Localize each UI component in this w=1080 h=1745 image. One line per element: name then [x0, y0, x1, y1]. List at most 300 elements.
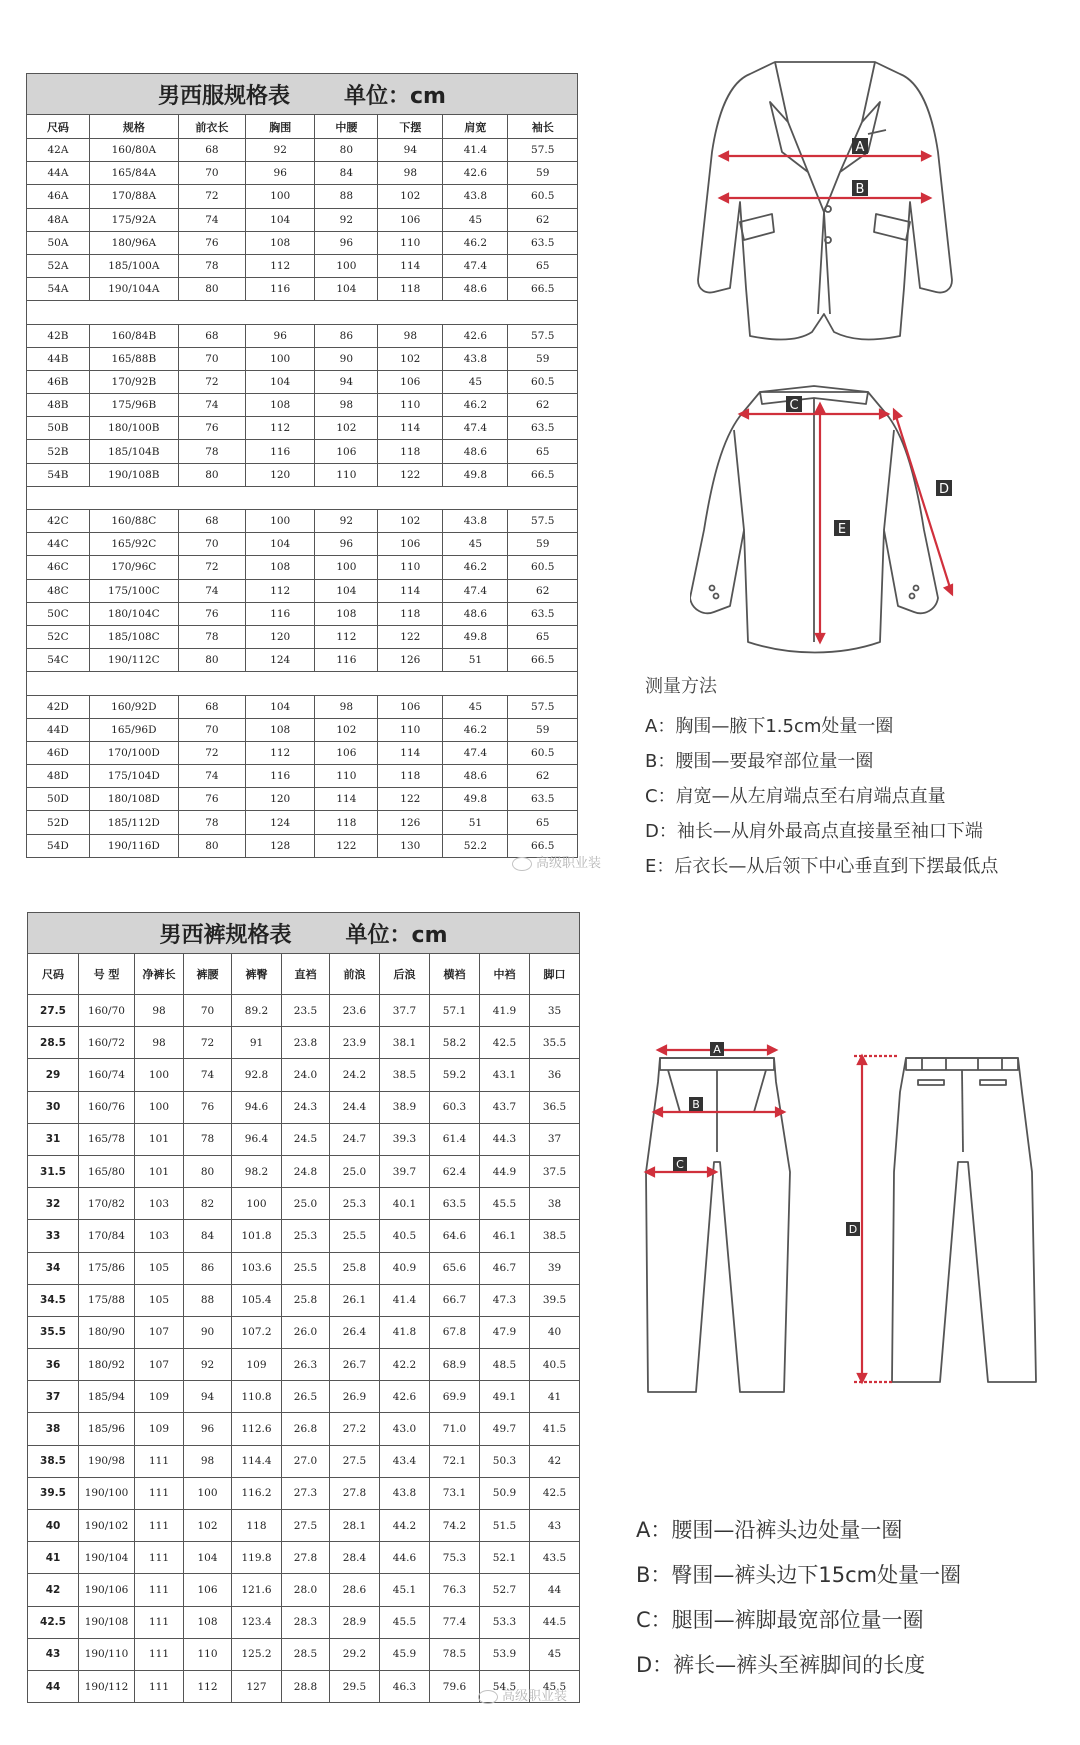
table-cell: 112.6 [232, 1413, 282, 1445]
table-cell: 48.6 [443, 602, 508, 625]
table-cell: 175/96B [89, 394, 178, 417]
table-cell: 70 [178, 347, 245, 370]
table-cell: 118 [232, 1510, 282, 1542]
table-cell: 42A [27, 139, 90, 162]
column-header: 净裤长 [135, 954, 184, 995]
table-row [28, 995, 580, 1027]
spacer-cell [27, 486, 578, 509]
table-cell: 43.8 [443, 185, 508, 208]
table-cell: 94 [315, 370, 378, 393]
table-cell: 39.5 [530, 1284, 580, 1316]
table-cell: 26.0 [282, 1316, 330, 1348]
table-cell: 165/92C [89, 533, 178, 556]
table-row [27, 394, 578, 417]
measure-line-d [894, 410, 952, 594]
table-row [27, 231, 578, 254]
cuff-button [710, 586, 715, 591]
table-cell: 190/100 [79, 1477, 135, 1509]
table-cell: 42 [28, 1574, 79, 1606]
table-cell: 104 [184, 1542, 232, 1574]
table-cell: 49.8 [443, 463, 508, 486]
table-row [27, 440, 578, 463]
table-cell: 76 [178, 417, 245, 440]
table-cell: 38.9 [380, 1091, 430, 1123]
table-cell: 190/112 [79, 1670, 135, 1702]
table-cell: 108 [246, 394, 315, 417]
table-cell: 47.9 [480, 1316, 530, 1348]
table-cell: 160/72 [79, 1027, 135, 1059]
table-cell: 50.3 [480, 1445, 530, 1477]
table-cell: 111 [135, 1510, 184, 1542]
table-cell: 66.5 [508, 649, 578, 672]
table-cell: 112 [246, 254, 315, 277]
table-cell: 57.5 [508, 139, 578, 162]
table-cell: 68 [178, 324, 245, 347]
table-cell: 58.2 [430, 1027, 480, 1059]
suit-table-title-row [27, 74, 578, 115]
table-cell: 92 [315, 208, 378, 231]
table-row [27, 533, 578, 556]
table-cell: 62 [508, 208, 578, 231]
table-cell: 86 [315, 324, 378, 347]
table-cell: 25.3 [282, 1220, 330, 1252]
table-cell: 29 [28, 1059, 79, 1091]
pants-note-a: A：腰围—沿裤头边处量一圈 [636, 1518, 903, 1542]
table-cell: 57.5 [508, 510, 578, 533]
pants-table-title-row [28, 913, 580, 954]
table-cell: 190/112C [89, 649, 178, 672]
watermark-bottom [478, 1685, 567, 1704]
table-cell: 74 [184, 1059, 232, 1091]
table-cell: 50.9 [480, 1477, 530, 1509]
table-cell: 46.2 [443, 231, 508, 254]
table-cell: 26.7 [330, 1349, 380, 1381]
table-cell: 165/88B [89, 347, 178, 370]
table-cell: 64.6 [430, 1220, 480, 1252]
pants-back-figure [842, 1052, 1042, 1402]
table-cell: 26.4 [330, 1316, 380, 1348]
spacer-cell [27, 672, 578, 695]
table-cell: 52D [27, 811, 90, 834]
table-row [27, 718, 578, 741]
table-cell: 37.7 [380, 995, 430, 1027]
column-header: 裤腰 [184, 954, 232, 995]
table-cell: 74 [178, 394, 245, 417]
table-cell: 59 [508, 718, 578, 741]
column-header: 直裆 [282, 954, 330, 995]
table-cell: 24.8 [282, 1155, 330, 1187]
table-cell: 54C [27, 649, 90, 672]
table-row [28, 1284, 580, 1316]
arrowhead [922, 152, 930, 160]
table-cell: 98 [184, 1445, 232, 1477]
table-cell: 110.8 [232, 1381, 282, 1413]
column-header: 胸围 [246, 115, 315, 139]
table-cell: 43 [530, 1510, 580, 1542]
table-cell: 63.5 [508, 417, 578, 440]
table-cell: 65 [508, 254, 578, 277]
pants-front-pocket-right [754, 1070, 766, 1112]
table-cell: 45.1 [380, 1574, 430, 1606]
table-cell: 62 [508, 579, 578, 602]
table-cell: 24.3 [282, 1091, 330, 1123]
table-cell: 43 [28, 1638, 79, 1670]
watermark-top [512, 852, 601, 871]
table-cell: 120 [246, 625, 315, 648]
table-cell: 49.8 [443, 625, 508, 648]
table-cell: 48.6 [443, 278, 508, 301]
table-cell: 48.5 [480, 1349, 530, 1381]
table-cell: 45.9 [380, 1638, 430, 1670]
table-cell: 98 [378, 162, 443, 185]
pants-back-pocket-left [918, 1080, 944, 1085]
pants-back-pocket-right [980, 1080, 1006, 1085]
table-cell: 63.5 [508, 602, 578, 625]
table-cell: 23.6 [330, 995, 380, 1027]
table-cell: 28.0 [282, 1574, 330, 1606]
table-cell: 96 [315, 231, 378, 254]
table-cell: 51 [443, 649, 508, 672]
suit-note-a: A：胸围—腋下1.5cm处量一圈 [645, 716, 894, 737]
table-cell: 44.3 [480, 1123, 530, 1155]
table-cell: 76.3 [430, 1574, 480, 1606]
table-cell: 41 [530, 1381, 580, 1413]
table-cell: 127 [232, 1670, 282, 1702]
table-cell: 72 [178, 741, 245, 764]
table-cell: 110 [315, 463, 378, 486]
table-cell: 72 [184, 1027, 232, 1059]
table-cell: 42.6 [443, 162, 508, 185]
table-cell: 104 [315, 278, 378, 301]
table-cell: 96 [315, 533, 378, 556]
table-cell: 72 [178, 556, 245, 579]
table-cell: 68 [178, 510, 245, 533]
table-cell: 51.5 [480, 1510, 530, 1542]
table-cell: 111 [135, 1542, 184, 1574]
table-cell: 25.5 [282, 1252, 330, 1284]
table-cell: 80 [315, 139, 378, 162]
table-cell: 165/96D [89, 718, 178, 741]
table-cell: 41.8 [380, 1316, 430, 1348]
column-header: 脚口 [530, 954, 580, 995]
table-cell: 78.5 [430, 1638, 480, 1670]
table-cell: 70 [178, 533, 245, 556]
table-cell: 102 [378, 185, 443, 208]
pants-note-d: D：裤长—裤头至裤脚间的长度 [636, 1653, 926, 1677]
table-cell: 46C [27, 556, 90, 579]
column-header: 尺码 [27, 115, 90, 139]
label-b: B [855, 182, 865, 197]
table-cell: 26.3 [282, 1349, 330, 1381]
table-cell: 190/108B [89, 463, 178, 486]
table-cell: 38.5 [28, 1445, 79, 1477]
table-cell: 106 [315, 440, 378, 463]
table-cell: 170/84 [79, 1220, 135, 1252]
pants-table-title-cell [28, 913, 580, 954]
table-cell: 59 [508, 162, 578, 185]
table-cell: 36 [530, 1059, 580, 1091]
table-row [28, 1542, 580, 1574]
table-cell: 170/82 [79, 1188, 135, 1220]
table-cell: 114 [378, 417, 443, 440]
table-cell: 104 [246, 695, 315, 718]
table-cell: 98 [315, 695, 378, 718]
table-cell: 165/80 [79, 1155, 135, 1187]
table-cell: 45 [443, 370, 508, 393]
table-cell: 160/74 [79, 1059, 135, 1091]
table-cell: 70 [184, 995, 232, 1027]
table-cell: 190/104 [79, 1542, 135, 1574]
table-cell: 170/92B [89, 370, 178, 393]
table-cell: 170/100D [89, 741, 178, 764]
table-row [27, 370, 578, 393]
table-cell: 96 [246, 324, 315, 347]
table-cell: 90 [315, 347, 378, 370]
table-row [28, 1059, 580, 1091]
table-cell: 28.5 [28, 1027, 79, 1059]
table-cell: 110 [378, 394, 443, 417]
jacket-front-breast-pocket [868, 130, 886, 134]
table-cell: 66.7 [430, 1284, 480, 1316]
table-cell: 40.9 [380, 1252, 430, 1284]
table-cell: 52.2 [443, 834, 508, 857]
table-cell: 27.5 [330, 1445, 380, 1477]
table-cell: 109 [232, 1349, 282, 1381]
table-cell: 78 [178, 440, 245, 463]
table-cell: 170/88A [89, 185, 178, 208]
table-cell: 42 [530, 1445, 580, 1477]
table-cell: 42D [27, 695, 90, 718]
table-cell: 53.9 [480, 1638, 530, 1670]
table-cell: 110 [184, 1638, 232, 1670]
table-cell: 118 [378, 765, 443, 788]
table-cell: 111 [135, 1477, 184, 1509]
table-cell: 180/90 [79, 1316, 135, 1348]
table-cell: 41.9 [480, 995, 530, 1027]
table-cell: 50A [27, 231, 90, 254]
table-cell: 66.5 [508, 834, 578, 857]
suit-notes-title: 测量方法 [645, 676, 717, 697]
table-cell: 107 [135, 1316, 184, 1348]
table-cell: 47.4 [443, 741, 508, 764]
table-cell: 44 [28, 1670, 79, 1702]
table-cell: 44D [27, 718, 90, 741]
table-cell: 111 [135, 1606, 184, 1638]
table-cell: 185/104B [89, 440, 178, 463]
table-cell: 122 [378, 625, 443, 648]
column-header: 后浪 [380, 954, 430, 995]
table-cell: 40.1 [380, 1188, 430, 1220]
table-row [27, 788, 578, 811]
table-cell: 70 [178, 162, 245, 185]
table-cell: 59.2 [430, 1059, 480, 1091]
table-cell: 43.8 [443, 510, 508, 533]
table-cell: 25.3 [330, 1188, 380, 1220]
table-row [28, 1574, 580, 1606]
table-cell: 25.0 [330, 1155, 380, 1187]
table-cell: 42.5 [480, 1027, 530, 1059]
arrowhead [720, 152, 728, 160]
table-cell: 102 [315, 718, 378, 741]
table-cell: 66.5 [508, 463, 578, 486]
table-cell: 116 [246, 440, 315, 463]
table-row [28, 1123, 580, 1155]
spacer-cell [27, 301, 578, 324]
table-row [27, 347, 578, 370]
table-cell: 35.5 [28, 1316, 79, 1348]
table-cell: 98 [135, 995, 184, 1027]
table-cell: 126 [378, 649, 443, 672]
table-cell: 28.1 [330, 1510, 380, 1542]
suit-note-c: C：肩宽—从左肩端点至右肩端点直量 [645, 786, 946, 807]
table-cell: 44.6 [380, 1542, 430, 1574]
jacket-front-pocket-left [740, 214, 774, 240]
table-cell: 89.2 [232, 995, 282, 1027]
table-cell: 34.5 [28, 1284, 79, 1316]
table-cell: 106 [184, 1574, 232, 1606]
table-cell: 116 [315, 649, 378, 672]
table-cell: 103 [135, 1188, 184, 1220]
table-cell: 110 [378, 231, 443, 254]
table-cell: 68 [178, 695, 245, 718]
table-row [28, 1477, 580, 1509]
table-cell: 27.5 [282, 1510, 330, 1542]
table-cell: 108 [246, 231, 315, 254]
table-cell: 190/104A [89, 278, 178, 301]
table-cell: 118 [378, 602, 443, 625]
table-cell: 112 [246, 579, 315, 602]
table-cell: 100 [315, 254, 378, 277]
table-cell: 26.9 [330, 1381, 380, 1413]
table-cell: 98 [135, 1027, 184, 1059]
table-row [28, 1220, 580, 1252]
table-cell: 68 [178, 139, 245, 162]
label-d: D [938, 482, 950, 497]
table-cell: 100 [246, 185, 315, 208]
table-cell: 60.5 [508, 556, 578, 579]
table-cell: 29.5 [330, 1670, 380, 1702]
table-cell: 44B [27, 347, 90, 370]
pants-back-outline [892, 1058, 1036, 1382]
table-cell: 190/116D [89, 834, 178, 857]
table-cell: 49.7 [480, 1413, 530, 1445]
table-cell: 112 [184, 1670, 232, 1702]
table-row [27, 139, 578, 162]
table-cell: 69.9 [430, 1381, 480, 1413]
table-cell: 106 [378, 533, 443, 556]
table-cell: 42C [27, 510, 90, 533]
table-cell: 25.5 [330, 1220, 380, 1252]
table-cell: 28.4 [330, 1542, 380, 1574]
table-cell: 40 [28, 1510, 79, 1542]
table-cell: 52.7 [480, 1574, 530, 1606]
table-row [28, 1510, 580, 1542]
jacket-front-pocket-right [874, 214, 910, 240]
table-cell: 185/100A [89, 254, 178, 277]
column-header: 袖长 [508, 115, 578, 139]
table-cell: 76 [178, 788, 245, 811]
table-cell: 111 [135, 1574, 184, 1606]
table-cell: 88 [315, 185, 378, 208]
table-row [27, 741, 578, 764]
jacket-front-placket [818, 212, 830, 314]
wechat-icon [512, 857, 532, 871]
table-cell: 128 [246, 834, 315, 857]
table-cell: 190/110 [79, 1638, 135, 1670]
table-cell: 116 [246, 602, 315, 625]
table-cell: 45 [443, 695, 508, 718]
table-cell: 80 [178, 278, 245, 301]
arrowhead [816, 404, 824, 412]
table-cell: 47.3 [480, 1284, 530, 1316]
table-cell: 50B [27, 417, 90, 440]
table-cell: 185/96 [79, 1413, 135, 1445]
table-cell: 33 [28, 1220, 79, 1252]
table-cell: 52.1 [480, 1542, 530, 1574]
table-cell: 111 [135, 1670, 184, 1702]
table-cell: 114 [378, 254, 443, 277]
table-cell: 35 [530, 995, 580, 1027]
table-cell: 110 [378, 556, 443, 579]
table-cell: 28.8 [282, 1670, 330, 1702]
table-cell: 96.4 [232, 1123, 282, 1155]
table-cell: 106 [315, 741, 378, 764]
group-separator-row [27, 672, 578, 695]
column-header: 横裆 [430, 954, 480, 995]
group-separator-row [27, 301, 578, 324]
table-cell: 41 [28, 1542, 79, 1574]
table-cell: 23.9 [330, 1027, 380, 1059]
table-cell: 100 [232, 1188, 282, 1220]
table-cell: 60.5 [508, 185, 578, 208]
table-cell: 42B [27, 324, 90, 347]
table-cell: 27.8 [330, 1477, 380, 1509]
table-cell: 160/80A [89, 139, 178, 162]
table-cell: 100 [184, 1477, 232, 1509]
pants-note-c: C：腿围—裤脚最宽部位量一圈 [636, 1608, 924, 1632]
table-cell: 24.2 [330, 1059, 380, 1091]
pants-front-outline [646, 1058, 790, 1392]
table-cell: 48B [27, 394, 90, 417]
table-cell: 88 [184, 1284, 232, 1316]
table-cell: 80 [178, 649, 245, 672]
table-cell: 27.5 [28, 995, 79, 1027]
table-cell: 102 [315, 417, 378, 440]
table-cell: 27.0 [282, 1445, 330, 1477]
table-cell: 52A [27, 254, 90, 277]
table-cell: 60.3 [430, 1091, 480, 1123]
table-cell: 119.8 [232, 1542, 282, 1574]
table-cell: 36 [28, 1349, 79, 1381]
table-cell: 26.1 [330, 1284, 380, 1316]
table-cell: 46.7 [480, 1252, 530, 1284]
table-cell: 47.4 [443, 579, 508, 602]
table-cell: 45 [530, 1638, 580, 1670]
arrowhead [768, 1046, 776, 1054]
table-cell: 44.5 [530, 1606, 580, 1638]
table-row [28, 1091, 580, 1123]
table-cell: 38.5 [530, 1220, 580, 1252]
table-cell: 78 [178, 254, 245, 277]
table-cell: 175/100C [89, 579, 178, 602]
table-cell: 103 [135, 1220, 184, 1252]
table-header-row [27, 115, 578, 139]
pants-size-table [27, 912, 580, 1703]
table-row [28, 1445, 580, 1477]
table-cell: 51 [443, 811, 508, 834]
table-cell: 36.5 [530, 1091, 580, 1123]
table-cell: 28.5 [282, 1638, 330, 1670]
